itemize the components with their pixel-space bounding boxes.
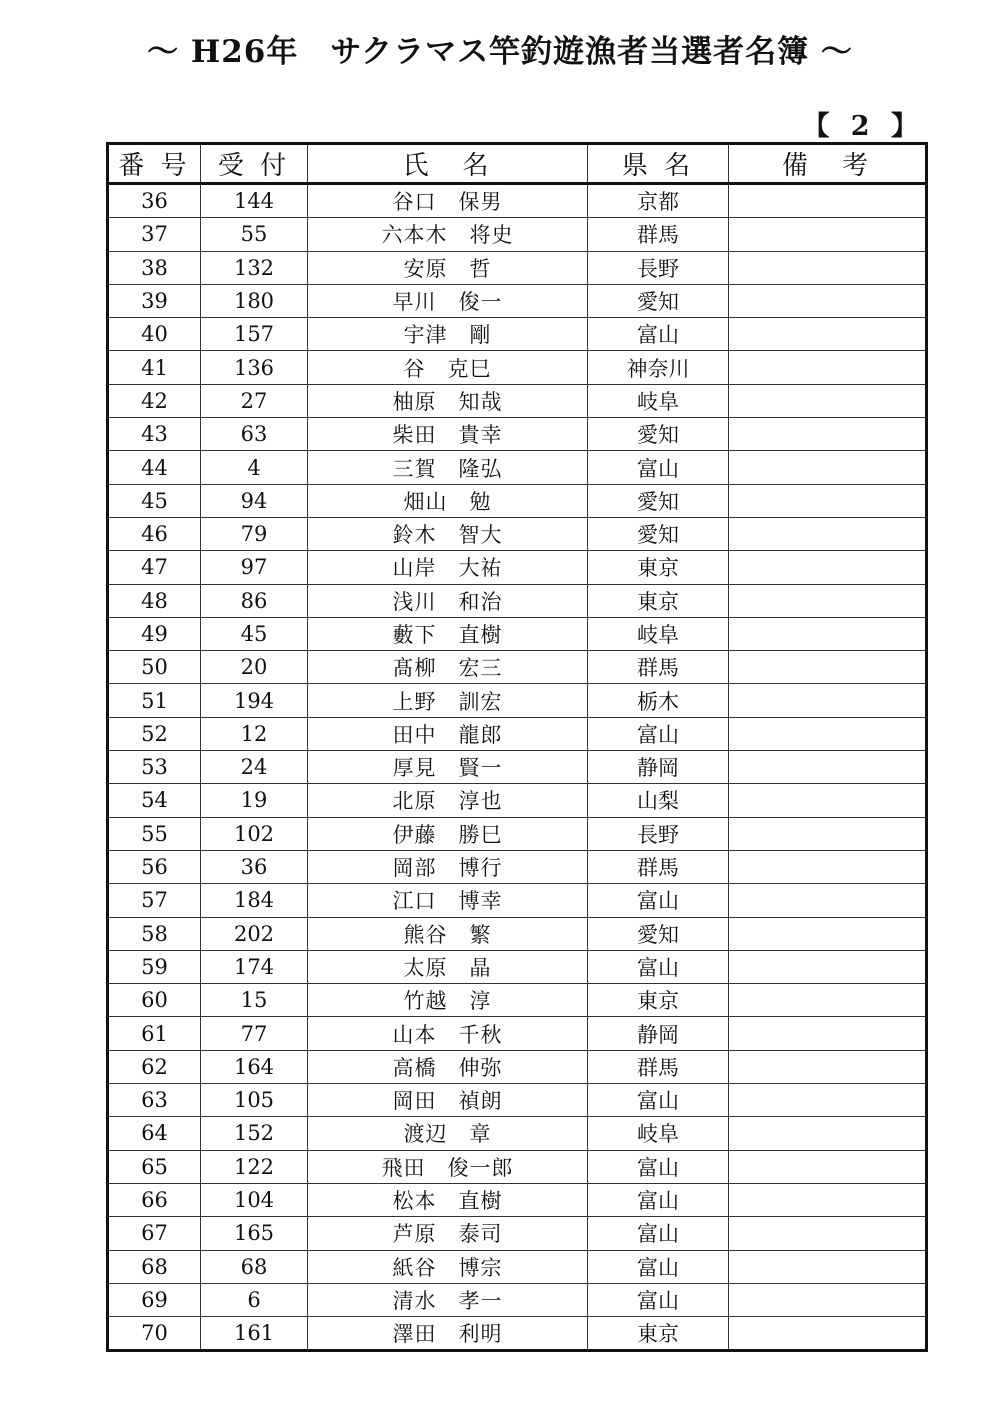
- table-row: [108, 751, 927, 784]
- cell-remarks: [729, 717, 927, 750]
- cell-prefecture: 愛知: [588, 418, 729, 451]
- cell-name: 伊藤 勝巳: [308, 817, 588, 850]
- cell-remarks: [729, 617, 927, 650]
- cell-remarks: [729, 351, 927, 384]
- table-row: [108, 384, 927, 417]
- table-row: [108, 1217, 927, 1250]
- table-row: [108, 1017, 927, 1050]
- cell-name: 安原 哲: [308, 251, 588, 284]
- cell-receipt: 45: [201, 617, 308, 650]
- cell-name: 三賀 隆弘: [308, 451, 588, 484]
- cell-receipt: 86: [201, 584, 308, 617]
- cell-remarks: [729, 1150, 927, 1183]
- cell-name: 岡部 博行: [308, 850, 588, 883]
- cell-prefecture: 神奈川: [588, 351, 729, 384]
- cell-remarks: [729, 484, 927, 517]
- cell-number: 53: [108, 751, 201, 784]
- cell-number: 39: [108, 284, 201, 317]
- cell-number: 68: [108, 1250, 201, 1283]
- cell-remarks: [729, 1317, 927, 1351]
- cell-receipt: 164: [201, 1050, 308, 1083]
- cell-remarks: [729, 1050, 927, 1083]
- cell-number: 66: [108, 1183, 201, 1216]
- cell-number: 52: [108, 717, 201, 750]
- cell-receipt: 165: [201, 1217, 308, 1250]
- cell-receipt: 19: [201, 784, 308, 817]
- cell-number: 63: [108, 1084, 201, 1117]
- cell-name: 上野 訓宏: [308, 684, 588, 717]
- cell-number: 41: [108, 351, 201, 384]
- cell-name: 畑山 勉: [308, 484, 588, 517]
- table-row: [108, 1150, 927, 1183]
- cell-remarks: [729, 551, 927, 584]
- cell-name: 紙谷 博宗: [308, 1250, 588, 1283]
- table-row: [108, 917, 927, 950]
- cell-number: 61: [108, 1017, 201, 1050]
- table-row: [108, 551, 927, 584]
- cell-receipt: 174: [201, 950, 308, 983]
- cell-name: 竹越 淳: [308, 984, 588, 1017]
- cell-prefecture: 富山: [588, 451, 729, 484]
- cell-receipt: 136: [201, 351, 308, 384]
- cell-name: 北原 淳也: [308, 784, 588, 817]
- cell-name: 柴田 貴幸: [308, 418, 588, 451]
- cell-remarks: [729, 651, 927, 684]
- cell-name: 谷 克巳: [308, 351, 588, 384]
- cell-prefecture: 群馬: [588, 1050, 729, 1083]
- table-header: [108, 144, 927, 184]
- cell-receipt: 94: [201, 484, 308, 517]
- cell-name: 髙柳 宏三: [308, 651, 588, 684]
- cell-receipt: 24: [201, 751, 308, 784]
- cell-prefecture: 群馬: [588, 850, 729, 883]
- cell-receipt: 12: [201, 717, 308, 750]
- cell-prefecture: 長野: [588, 817, 729, 850]
- cell-name: 渡辺 章: [308, 1117, 588, 1150]
- cell-remarks: [729, 917, 927, 950]
- cell-receipt: 161: [201, 1317, 308, 1351]
- cell-number: 49: [108, 617, 201, 650]
- cell-prefecture: 栃木: [588, 684, 729, 717]
- table-row: [108, 517, 927, 550]
- table-body: [108, 184, 927, 1351]
- cell-name: 柚原 知哉: [308, 384, 588, 417]
- cell-remarks: [729, 784, 927, 817]
- cell-prefecture: 東京: [588, 551, 729, 584]
- cell-number: 55: [108, 817, 201, 850]
- cell-prefecture: 山梨: [588, 784, 729, 817]
- cell-prefecture: 愛知: [588, 484, 729, 517]
- cell-number: 46: [108, 517, 201, 550]
- cell-receipt: 104: [201, 1183, 308, 1216]
- cell-name: 江口 博幸: [308, 884, 588, 917]
- table-row: [108, 251, 927, 284]
- cell-name: 太原 晶: [308, 950, 588, 983]
- cell-number: 67: [108, 1217, 201, 1250]
- cell-remarks: [729, 184, 927, 218]
- cell-receipt: 4: [201, 451, 308, 484]
- cell-prefecture: 富山: [588, 950, 729, 983]
- table-row: [108, 484, 927, 517]
- column-header-name: 氏 名: [308, 144, 588, 184]
- cell-number: 58: [108, 917, 201, 950]
- cell-receipt: 184: [201, 884, 308, 917]
- table-row: [108, 1283, 927, 1316]
- cell-remarks: [729, 517, 927, 550]
- cell-remarks: [729, 884, 927, 917]
- table-row: [108, 318, 927, 351]
- cell-name: 田中 龍郎: [308, 717, 588, 750]
- cell-number: 40: [108, 318, 201, 351]
- cell-name: 高橋 伸弥: [308, 1050, 588, 1083]
- table-row: [108, 418, 927, 451]
- cell-receipt: 97: [201, 551, 308, 584]
- cell-name: 谷口 保男: [308, 184, 588, 218]
- table-row: [108, 451, 927, 484]
- cell-remarks: [729, 1250, 927, 1283]
- cell-prefecture: 愛知: [588, 517, 729, 550]
- cell-name: 山本 千秋: [308, 1017, 588, 1050]
- cell-number: 43: [108, 418, 201, 451]
- cell-number: 70: [108, 1317, 201, 1351]
- cell-prefecture: 愛知: [588, 917, 729, 950]
- cell-prefecture: 富山: [588, 1150, 729, 1183]
- cell-prefecture: 静岡: [588, 751, 729, 784]
- cell-prefecture: 富山: [588, 884, 729, 917]
- cell-receipt: 15: [201, 984, 308, 1017]
- cell-name: 厚見 賢一: [308, 751, 588, 784]
- cell-name: 松本 直樹: [308, 1183, 588, 1216]
- cell-receipt: 27: [201, 384, 308, 417]
- cell-remarks: [729, 1217, 927, 1250]
- cell-prefecture: 富山: [588, 717, 729, 750]
- cell-prefecture: 東京: [588, 584, 729, 617]
- cell-prefecture: 東京: [588, 984, 729, 1017]
- cell-prefecture: 富山: [588, 1217, 729, 1250]
- cell-number: 38: [108, 251, 201, 284]
- cell-remarks: [729, 751, 927, 784]
- cell-number: 65: [108, 1150, 201, 1183]
- cell-name: 山岸 大祐: [308, 551, 588, 584]
- table-row: [108, 1183, 927, 1216]
- cell-number: 56: [108, 850, 201, 883]
- table-row: [108, 1050, 927, 1083]
- table-row: [108, 184, 927, 218]
- cell-receipt: 202: [201, 917, 308, 950]
- cell-remarks: [729, 384, 927, 417]
- table-row: [108, 717, 927, 750]
- cell-receipt: 79: [201, 517, 308, 550]
- cell-name: 飛田 俊一郎: [308, 1150, 588, 1183]
- cell-receipt: 180: [201, 284, 308, 317]
- table-row: [108, 218, 927, 251]
- cell-remarks: [729, 1017, 927, 1050]
- cell-remarks: [729, 418, 927, 451]
- cell-name: 六本木 将史: [308, 218, 588, 251]
- table-row: [108, 950, 927, 983]
- cell-remarks: [729, 1117, 927, 1150]
- cell-remarks: [729, 251, 927, 284]
- cell-name: 澤田 利明: [308, 1317, 588, 1351]
- cell-remarks: [729, 451, 927, 484]
- cell-receipt: 20: [201, 651, 308, 684]
- cell-prefecture: 富山: [588, 1283, 729, 1316]
- cell-receipt: 105: [201, 1084, 308, 1117]
- cell-number: 69: [108, 1283, 201, 1316]
- cell-prefecture: 富山: [588, 1084, 729, 1117]
- cell-number: 44: [108, 451, 201, 484]
- cell-remarks: [729, 284, 927, 317]
- cell-receipt: 122: [201, 1150, 308, 1183]
- cell-number: 48: [108, 584, 201, 617]
- cell-number: 64: [108, 1117, 201, 1150]
- table-row: [108, 1084, 927, 1117]
- cell-number: 59: [108, 950, 201, 983]
- winners-table: [106, 142, 928, 1352]
- cell-remarks: [729, 850, 927, 883]
- cell-number: 50: [108, 651, 201, 684]
- cell-prefecture: 富山: [588, 1250, 729, 1283]
- cell-number: 47: [108, 551, 201, 584]
- cell-remarks: [729, 584, 927, 617]
- cell-prefecture: 群馬: [588, 651, 729, 684]
- cell-remarks: [729, 218, 927, 251]
- cell-name: 鈴木 智大: [308, 517, 588, 550]
- cell-name: 清水 孝一: [308, 1283, 588, 1316]
- cell-prefecture: 岐阜: [588, 1117, 729, 1150]
- table-row: [108, 884, 927, 917]
- cell-prefecture: 京都: [588, 184, 729, 218]
- cell-prefecture: 群馬: [588, 218, 729, 251]
- cell-receipt: 152: [201, 1117, 308, 1150]
- cell-name: 藪下 直樹: [308, 617, 588, 650]
- cell-prefecture: 富山: [588, 318, 729, 351]
- cell-name: 宇津 剛: [308, 318, 588, 351]
- cell-number: 62: [108, 1050, 201, 1083]
- table-row: [108, 984, 927, 1017]
- cell-number: 60: [108, 984, 201, 1017]
- cell-receipt: 6: [201, 1283, 308, 1316]
- page-title: ～ H26年 サクラマス竿釣遊漁者当選者名簿 ～: [147, 34, 853, 70]
- cell-prefecture: 長野: [588, 251, 729, 284]
- table-row: [108, 1117, 927, 1150]
- cell-receipt: 132: [201, 251, 308, 284]
- cell-name: 早川 俊一: [308, 284, 588, 317]
- cell-prefecture: 東京: [588, 1317, 729, 1351]
- cell-name: 芦原 泰司: [308, 1217, 588, 1250]
- cell-prefecture: 愛知: [588, 284, 729, 317]
- cell-receipt: 36: [201, 850, 308, 883]
- cell-receipt: 63: [201, 418, 308, 451]
- cell-number: 51: [108, 684, 201, 717]
- column-header-receipt: 受 付: [201, 144, 308, 184]
- table-row: [108, 1317, 927, 1351]
- cell-receipt: 77: [201, 1017, 308, 1050]
- cell-name: 岡田 禎朗: [308, 1084, 588, 1117]
- page-number: 【 2 】: [802, 111, 924, 142]
- table-row: [108, 617, 927, 650]
- cell-name: 浅川 和治: [308, 584, 588, 617]
- column-header-prefecture: 県 名: [588, 144, 729, 184]
- cell-receipt: 68: [201, 1250, 308, 1283]
- header-row: [108, 144, 927, 184]
- cell-receipt: 55: [201, 218, 308, 251]
- column-header-number: 番 号: [108, 144, 201, 184]
- cell-remarks: [729, 950, 927, 983]
- table-row: [108, 784, 927, 817]
- cell-receipt: 144: [201, 184, 308, 218]
- cell-remarks: [729, 817, 927, 850]
- cell-remarks: [729, 684, 927, 717]
- cell-prefecture: 岐阜: [588, 617, 729, 650]
- cell-remarks: [729, 1084, 927, 1117]
- cell-number: 36: [108, 184, 201, 218]
- cell-prefecture: 岐阜: [588, 384, 729, 417]
- cell-number: 42: [108, 384, 201, 417]
- cell-receipt: 194: [201, 684, 308, 717]
- cell-number: 54: [108, 784, 201, 817]
- cell-number: 45: [108, 484, 201, 517]
- cell-prefecture: 静岡: [588, 1017, 729, 1050]
- table-row: [108, 850, 927, 883]
- table-row: [108, 584, 927, 617]
- cell-number: 57: [108, 884, 201, 917]
- column-header-remarks: 備 考: [729, 144, 927, 184]
- cell-receipt: 102: [201, 817, 308, 850]
- cell-receipt: 157: [201, 318, 308, 351]
- cell-name: 熊谷 繁: [308, 917, 588, 950]
- table-row: [108, 284, 927, 317]
- table-row: [108, 351, 927, 384]
- table-row: [108, 684, 927, 717]
- table-row: [108, 817, 927, 850]
- cell-remarks: [729, 1283, 927, 1316]
- cell-remarks: [729, 984, 927, 1017]
- table-row: [108, 1250, 927, 1283]
- cell-prefecture: 富山: [588, 1183, 729, 1216]
- table-row: [108, 651, 927, 684]
- cell-remarks: [729, 318, 927, 351]
- cell-remarks: [729, 1183, 927, 1216]
- cell-number: 37: [108, 218, 201, 251]
